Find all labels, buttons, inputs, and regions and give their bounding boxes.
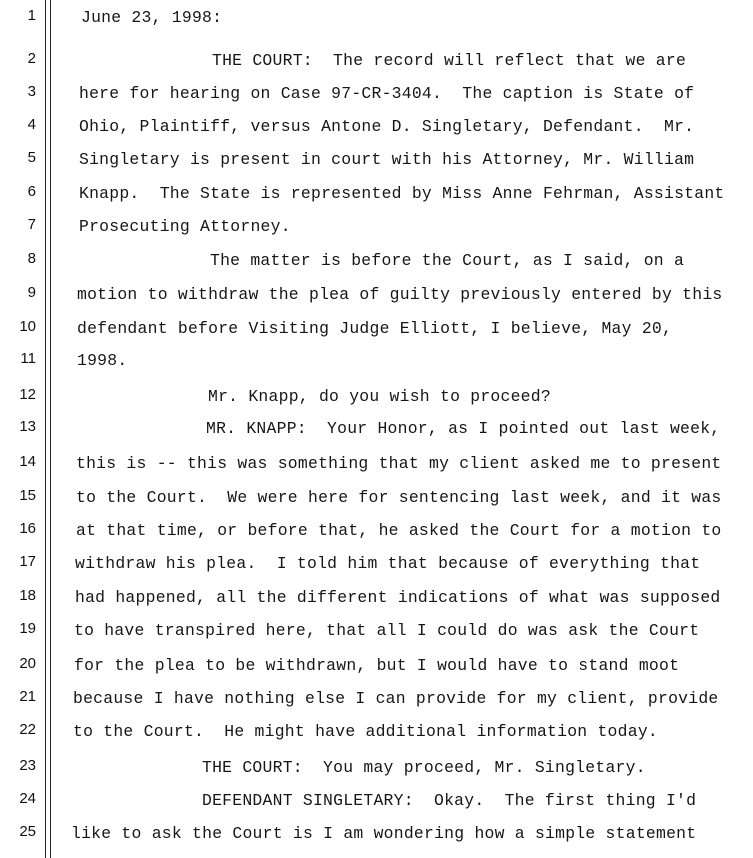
- line-text: Ohio, Plaintiff, versus Antone D. Singletary, Defendant. Mr.: [79, 117, 695, 136]
- line-number: 5: [27, 149, 36, 166]
- line-number: 21: [19, 688, 36, 705]
- transcript-line: [0, 2, 753, 36]
- line-number: 14: [19, 453, 36, 470]
- transcript-line: [0, 482, 753, 516]
- line-text: here for hearing on Case 97-CR-3404. The caption is State of: [79, 84, 695, 103]
- line-text: Prosecuting Attorney.: [79, 217, 291, 236]
- transcript-line: [0, 345, 753, 379]
- line-text: withdraw his plea. I told him that because of everything that: [75, 554, 701, 573]
- line-text: to have transpired here, that all I could do was ask the Court: [74, 621, 700, 640]
- line-number: 7: [27, 216, 36, 233]
- line-number: 25: [19, 823, 36, 840]
- transcript-line: [0, 615, 753, 649]
- transcript-line: [0, 752, 753, 786]
- line-text: MR. KNAPP: Your Honor, as I pointed out last week,: [206, 419, 721, 438]
- line-number: 10: [19, 318, 36, 335]
- line-number: 22: [19, 721, 36, 738]
- line-text: Knapp. The State is represented by Miss Anne Fehrman, Assistant: [79, 184, 725, 203]
- transcript-line: [0, 178, 753, 212]
- transcript-line: [0, 45, 753, 79]
- line-text: THE COURT: The record will reflect that we are: [212, 51, 687, 70]
- line-number: 3: [27, 83, 36, 100]
- transcript-line: [0, 211, 753, 245]
- line-number: 8: [27, 250, 36, 267]
- transcript-line: [0, 313, 753, 347]
- line-text: had happened, all the different indications of what was supposed: [75, 588, 721, 607]
- line-number: 18: [19, 587, 36, 604]
- line-text: to the Court. We were here for sentencing last week, and it was: [76, 488, 722, 507]
- line-text: defendant before Visiting Judge Elliott, I believe, May 20,: [77, 319, 673, 338]
- line-text: The matter is before the Court, as I said, on a: [210, 251, 685, 270]
- line-text: Mr. Knapp, do you wish to proceed?: [208, 387, 551, 406]
- line-number: 20: [19, 655, 36, 672]
- line-number: 24: [19, 790, 36, 807]
- line-number: 6: [27, 183, 36, 200]
- transcript-line: [0, 111, 753, 145]
- transcript-line: [0, 515, 753, 549]
- line-number: 17: [19, 553, 36, 570]
- line-text: to the Court. He might have additional information today.: [73, 722, 658, 741]
- line-text: June 23, 1998:: [81, 8, 223, 27]
- transcript-line: [0, 144, 753, 178]
- transcript-line: [0, 650, 753, 684]
- line-text: this is -- this was something that my client asked me to present: [76, 454, 722, 473]
- line-text: like to ask the Court is I am wondering how a simple statement: [71, 824, 697, 843]
- transcript-line: [0, 381, 753, 415]
- line-text: motion to withdraw the plea of guilty previously entered by this: [77, 285, 723, 304]
- line-text: at that time, or before that, he asked the Court for a motion to: [76, 521, 722, 540]
- transcript-line: [0, 448, 753, 482]
- line-number: 16: [19, 520, 36, 537]
- transcript-line: [0, 279, 753, 313]
- line-number: 23: [19, 757, 36, 774]
- line-number: 2: [27, 50, 36, 67]
- line-number: 12: [19, 386, 36, 403]
- line-number: 9: [27, 284, 36, 301]
- transcript-line: [0, 785, 753, 819]
- line-number: 1: [27, 7, 36, 24]
- line-text: Singletary is present in court with his Attorney, Mr. William: [79, 150, 695, 169]
- transcript-line: [0, 413, 753, 447]
- line-number: 15: [19, 487, 36, 504]
- line-text: THE COURT: You may proceed, Mr. Singletary.: [202, 758, 646, 777]
- transcript-line: [0, 582, 753, 616]
- transcript-line: [0, 716, 753, 750]
- line-number: 19: [19, 620, 36, 637]
- transcript-line: [0, 818, 753, 852]
- line-number: 4: [27, 116, 36, 133]
- line-number: 11: [20, 350, 36, 367]
- line-number: 13: [19, 418, 36, 435]
- line-text: for the plea to be withdrawn, but I would have to stand moot: [74, 656, 680, 675]
- transcript-line: [0, 78, 753, 112]
- line-text: because I have nothing else I can provide for my client, provide: [73, 689, 719, 708]
- line-text: DEFENDANT SINGLETARY: Okay. The first thing I'd: [202, 791, 697, 810]
- transcript-line: [0, 683, 753, 717]
- transcript-line: [0, 548, 753, 582]
- transcript-line: [0, 245, 753, 279]
- line-text: 1998.: [77, 351, 128, 370]
